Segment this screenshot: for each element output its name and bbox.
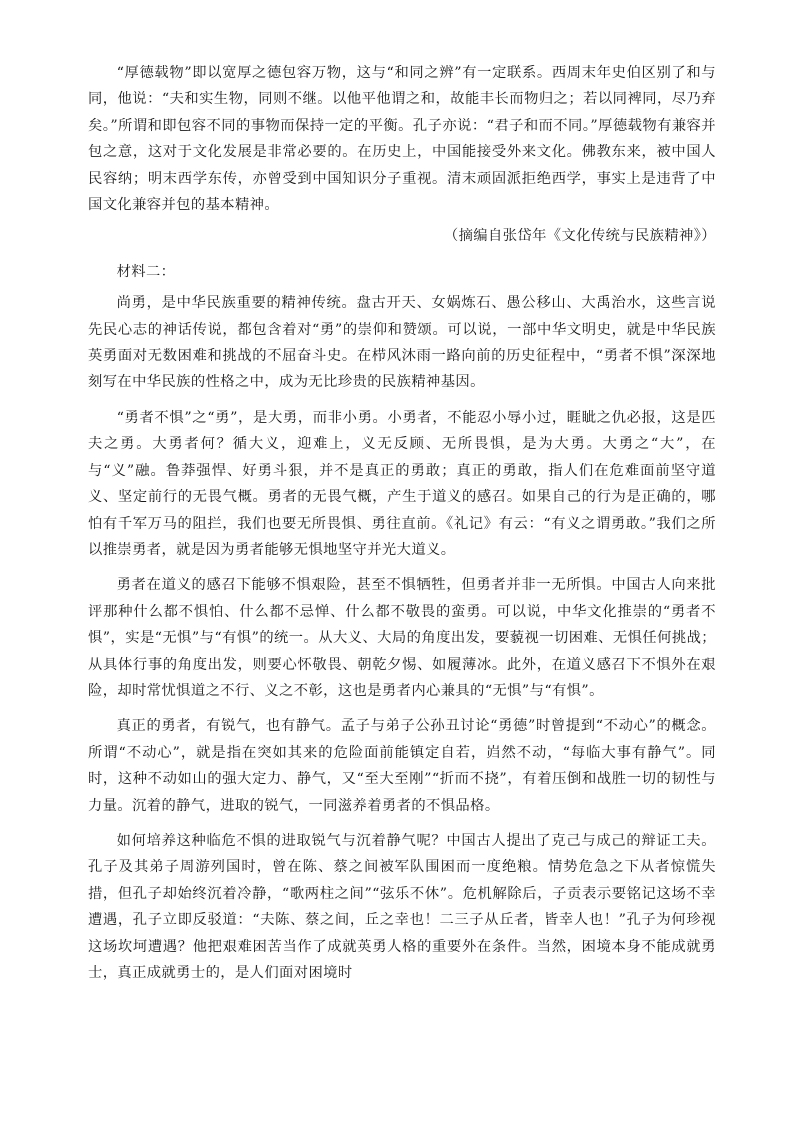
- document-body: [88, 60, 716, 986]
- paragraph: “勇者不惧”之“勇”，是大勇，而非小勇。小勇者，不能忍小辱小过，睚眦之仇必报，这是匹夫之勇。大勇者何？循大义，迎难上，义无反顾、无所畏惧，是为大勇。大勇之“大”，在与“义”融。鲁莽强悍、好勇斗狠，并不是真正的勇敢；真正的勇敢，指人们在危难面前坚守道义、坚定前行的无畏气概。勇者的无畏气概，产生于道义的感召。如果自己的行为是正确的，哪怕有千军万马的阻拦，我们也要无所畏惧、勇往直前。《礼记》有云：“有义之谓勇敢。”我们之所以推崇勇者，就是因为勇者能够无惧地坚守并光大道义。: [88, 409, 716, 558]
- citation: （摘编自张岱年《文化传统与民族精神》）: [443, 228, 716, 245]
- paragraph: 如何培养这种临危不惧的进取锐气与沉着静气呢？中国古人提出了克己与成己的辩证工夫。孔子及其弟子周游列国时，曾在陈、蔡之间被军队围困而一度绝粮。情势危急之下从者惊慌失措，但孔子却始终沉着冷静，“歌两柱之间”“弦乐不休”。危机解除后，子贡表示要铭记这场不幸遭遇，孔子立即反驳道：“夫陈、蔡之间，丘之幸也！二三子从丘者，皆幸人也！”孔子为何珍视这场坎坷遭遇？他把艰难困苦当作了成就英勇人格的重要外在条件。当然，困境本身不能成就勇士，真正成就勇士的，是人们面对困境时: [88, 832, 716, 981]
- paragraph-material-one-end: “厚德载物”即以宽厚之德包容万物，这与“和同之辨”有一定联系。西周末年史伯区别了和与同，他说：“夫和实生物，同则不继。以他平他谓之和，故能丰长而物归之；若以同裨同，尽乃弃矣。”所谓和即包容不同的事物而保持一定的平衡。孔子亦说：“君子和而不同。”厚德载物有兼容并包之意，这对于文化发展是非常必要的。在历史上，中国能接受外来文化。佛教东来，被中国人民容纳；明末西学东传，亦曾受到中国知识分子重视。清末顽固派拒绝西学，事实上是违背了中国文化兼容并包的基本精神。: [88, 65, 716, 214]
- paragraph: 尚勇，是中华民族重要的精神传统。盘古开天、女娲炼石、愚公移山、大禹治水，这些言说先民心志的神话传说，都包含着对“勇”的崇仰和赞颂。可以说，一部中华文明史，就是中华民族英勇面对无数困难和挑战的不屈奋斗史。在栉风沐雨一路向前的历史征程中，“勇者不惧”深深地刻写在中华民族的性格之中，成为无比珍贵的民族精神基因。: [88, 295, 716, 391]
- paragraph: 勇者在道义的感召下能够不惧艰险，甚至不惧牺牲，但勇者并非一无所惧。中国古人向来批评那种什么都不惧怕、什么都不忌惮、什么都不敬畏的蛮勇。可以说，中华文化推崇的“勇者不惧”，实是“无惧”与“有惧”的统一。从大义、大局的角度出发，要藐视一切困难、无惧任何挑战；从具体行事的角度出发，则要心怀敬畏、朝乾夕惕、如履薄冰。此外，在道义感召下不惧外在艰险，却时常忧惧道之不行、义之不彰，这也是勇者内心兼具的“无惧”与“有惧”。: [88, 577, 716, 699]
- section-label: 材料二：: [116, 263, 176, 280]
- paragraph: 真正的勇者，有锐气，也有静气。孟子与弟子公孙丑讨论“勇德”时曾提到“不动心”的概念。所谓“不动心”，就是指在突如其来的危险面前能镇定自若，岿然不动，“每临大事有静气”。同时，这种不动如山的强大定力、静气，又“至大至刚”“折而不挠”，有着压倒和战胜一切的韧性与力量。沉着的静气，进取的锐气，一同滋养着勇者的不惧品格。: [88, 718, 716, 814]
